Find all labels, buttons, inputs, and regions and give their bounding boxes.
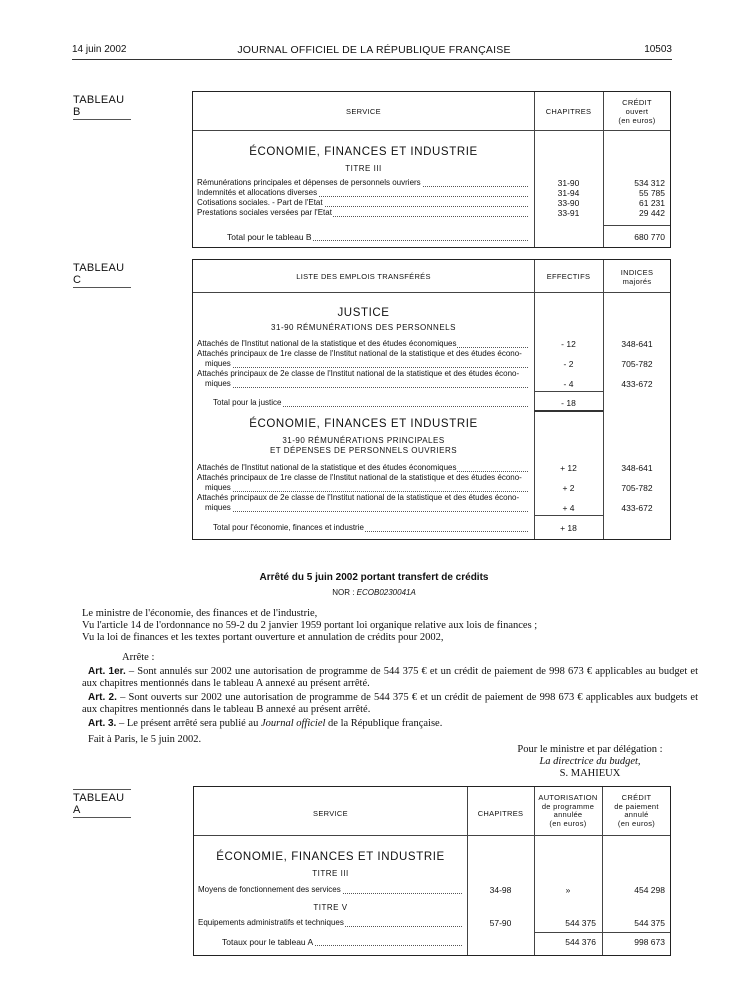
section-title: ÉCONOMIE, FINANCES ET INDUSTRIE [216, 851, 445, 863]
header-rule [72, 59, 672, 60]
table-row-chapitre: 31-94 [557, 188, 580, 198]
total-autorisation: 544 376 [565, 937, 596, 947]
table-row-service: Moyens de fonctionnement des services [198, 885, 462, 895]
section-subtitle: 31-90 RÉMUNÉRATIONS DES PERSONNELS [271, 323, 456, 332]
preamble-line: Le ministre de l'économie, des finances et de l'industrie, [82, 608, 318, 619]
table-row-emploi-line: Attachés principaux de 1re classe de l'Institut national de la statistique et des études écono- [197, 473, 522, 482]
article-text: – Sont ouverts sur 2002 une autorisation de programme de 544 375 € et un crédit de paiement de 998 673 € applicables aux budgets et aux chapitres mentionnés dans le tableau B annexé au présent arrêté. [82, 692, 698, 715]
col-credit-line: CRÉDIT [622, 98, 652, 107]
arrete-word: Arrête : [122, 652, 155, 663]
tableau-a-label: TABLEAU A [73, 789, 131, 818]
table-row-chapitre: 33-90 [557, 198, 580, 208]
titre: TITRE III [312, 869, 349, 878]
preamble-line: Vu la loi de finances et les textes portant ouverture et annulation de crédits pour 2002, [82, 632, 444, 643]
section-title: ÉCONOMIE, FINANCES ET INDUSTRIE [249, 418, 478, 430]
table-row-effectifs: - 4 [563, 379, 574, 389]
table-row-service: Rémunérations principales et dépenses de personnels ouvriers [197, 178, 528, 188]
table-row-credit: 544 375 [634, 918, 665, 928]
col-effectifs: EFFECTIFS [546, 272, 591, 281]
col-emplois: LISTE DES EMPLOIS TRANSFÉRÉS [296, 272, 431, 281]
total-label: Total pour le tableau B [227, 232, 528, 242]
table-row-effectifs: - 12 [561, 339, 576, 349]
article-2 [82, 692, 698, 716]
header-date: 14 juin 2002 [72, 44, 127, 55]
col-indices-line: INDICES [620, 268, 654, 277]
table-row-indices: 348-641 [621, 339, 653, 349]
table-row-service: Equipements administratifs et techniques [198, 918, 462, 928]
article-label: Art. 2. [88, 692, 117, 703]
table-row-emploi-line: Attachés principaux de 2e classe de l'Institut national de la statistique et des études écono- [197, 493, 520, 502]
table-row-indices: 348-641 [621, 463, 653, 473]
article-text: – Sont annulés sur 2002 une autorisation de programme de 544 375 € et un crédit de paiement de 998 673 € applicables au budget et aux chapitres mentionnés dans le tableau A annexé au présent arrêté. [82, 666, 698, 689]
subtotal-rule [534, 515, 603, 516]
table-row-indices: 433-672 [621, 503, 653, 513]
col-credit-line: ouvert [625, 107, 649, 116]
section-subtitle: 31-90 RÉMUNÉRATIONS PRINCIPALES [282, 436, 445, 445]
preamble-line: Vu l'article 14 de l'ordonnance no 59-2 du 2 janvier 1959 portant loi organique relative aux lois de finances ; [82, 620, 538, 631]
col-credit-line: CRÉDIT [621, 793, 652, 802]
col-credit-line: annulé [624, 810, 649, 819]
table-row-chapitre: 33-91 [557, 208, 580, 218]
table-row-chapitre: 57-90 [489, 918, 512, 928]
table-row-emploi: miques [205, 359, 528, 369]
header-rule [193, 130, 670, 131]
table-row-chapitre: 31-90 [557, 178, 580, 188]
table-row-chapitre: 34-98 [489, 885, 512, 895]
signature [480, 744, 700, 780]
col-autorisation-line: de programme [541, 801, 595, 811]
article-text: – Le présent arrêté sera publié au [116, 718, 261, 729]
col-autorisation [534, 794, 602, 828]
table-row-effectifs: + 12 [560, 463, 577, 473]
col-service: SERVICE [346, 107, 381, 116]
table-row-service: Prestations sociales versées par l'Etat [197, 208, 528, 218]
table-row-service: Indemnités et allocations diverses [197, 188, 528, 198]
subtotal-rule [534, 391, 603, 392]
table-row-credit: 61 231 [639, 198, 665, 208]
section-title: ÉCONOMIE, FINANCES ET INDUSTRIE [249, 146, 478, 158]
total-effectifs: - 18 [561, 398, 576, 408]
titre: TITRE V [313, 903, 348, 912]
section-subtitle: ET DÉPENSES DE PERSONNELS OUVRIERS [269, 446, 458, 455]
article-label: Art. 1er. [88, 666, 126, 677]
nor [0, 588, 748, 597]
col-service: SERVICE [313, 809, 348, 818]
tableau-a [193, 786, 671, 956]
col-credit-line: (en euros) [618, 116, 656, 125]
tableau-c [192, 259, 671, 540]
nor-value: ECOB0230041A [356, 588, 416, 597]
section-title: JUSTICE [337, 307, 390, 319]
table-row-autorisation: 544 375 [565, 918, 596, 928]
table-row-effectifs: + 4 [562, 503, 575, 513]
nor-label: NOR : [332, 588, 355, 597]
total-label: Totaux pour le tableau A [222, 937, 462, 947]
col-credit [602, 794, 671, 828]
table-row-emploi-line: Attachés principaux de 2e classe de l'Institut national de la statistique et des études écono- [197, 369, 520, 378]
col-indices [603, 268, 671, 286]
section-end-rule [534, 410, 603, 414]
signature-line: Pour le ministre et par délégation : [517, 744, 663, 755]
fait-a-paris: Fait à Paris, le 5 juin 2002. [88, 734, 202, 745]
table-row-effectifs: - 2 [563, 359, 574, 369]
total-credit: 998 673 [634, 937, 665, 947]
total-rule [534, 932, 670, 933]
page-number: 10503 [644, 44, 672, 55]
table-row-credit: 454 298 [634, 885, 665, 895]
article-text-italic: Journal officiel [260, 718, 326, 729]
table-row-credit: 29 442 [639, 208, 665, 218]
col-chapitres: CHAPITRES [477, 809, 524, 818]
tableau-b [192, 91, 671, 248]
table-row-emploi: Attachés de l'Institut national de la statistique et des études économiques [197, 339, 528, 349]
article-text: de la République française. [325, 718, 443, 729]
table-row-emploi: miques [205, 379, 528, 389]
col-autorisation-line: AUTORISATION [538, 793, 598, 802]
table-row-indices: 705-782 [621, 483, 653, 493]
header-rule [193, 292, 670, 293]
total-label: Total pour la justice [213, 398, 528, 408]
tableau-c-label: TABLEAU C [73, 262, 131, 288]
column-divider [603, 260, 604, 539]
total-label: Total pour l'économie, finances et industrie [213, 523, 528, 533]
titre: TITRE III [345, 164, 382, 173]
arrete-title: Arrêté du 5 juin 2002 portant transfert de crédits [259, 572, 489, 583]
signature-line: La directrice du budget, [539, 756, 641, 767]
table-row-emploi: miques [205, 483, 528, 493]
col-chapitres: CHAPITRES [545, 107, 592, 116]
table-row-emploi-line: Attachés principaux de 1re classe de l'Institut national de la statistique et des études écono- [197, 349, 522, 358]
total-rule [603, 225, 670, 226]
signatory-name: S. MAHIEUX [559, 768, 621, 779]
journal-title: JOURNAL OFFICIEL DE LA RÉPUBLIQUE FRANÇAISE [237, 44, 511, 56]
tableau-b-label: TABLEAU B [73, 94, 131, 120]
header-rule [194, 835, 670, 836]
col-credit-line: de paiement [614, 801, 659, 811]
table-row-indices: 433-672 [621, 379, 653, 389]
col-credit [603, 98, 671, 125]
col-autorisation-line: (en euros) [549, 818, 587, 828]
table-row-indices: 705-782 [621, 359, 653, 369]
col-credit-line: (en euros) [617, 818, 656, 828]
table-row-emploi: Attachés de l'Institut national de la statistique et des études économiques [197, 463, 528, 473]
table-row-credit: 534 312 [634, 178, 665, 188]
table-row-autorisation: » [565, 885, 571, 895]
table-row-credit: 55 785 [639, 188, 665, 198]
total-effectifs: + 18 [560, 523, 577, 533]
article-label: Art. 3. [88, 718, 117, 729]
table-row-emploi: miques [205, 503, 528, 513]
total-credit: 680 770 [634, 232, 665, 242]
article-1 [82, 666, 698, 690]
article-3 [88, 718, 708, 730]
col-autorisation-line: annulée [553, 810, 583, 819]
col-indices-line: majorés [622, 277, 652, 286]
table-row-effectifs: + 2 [562, 483, 575, 493]
table-row-service: Cotisations sociales. - Part de l'Etat [197, 198, 528, 208]
